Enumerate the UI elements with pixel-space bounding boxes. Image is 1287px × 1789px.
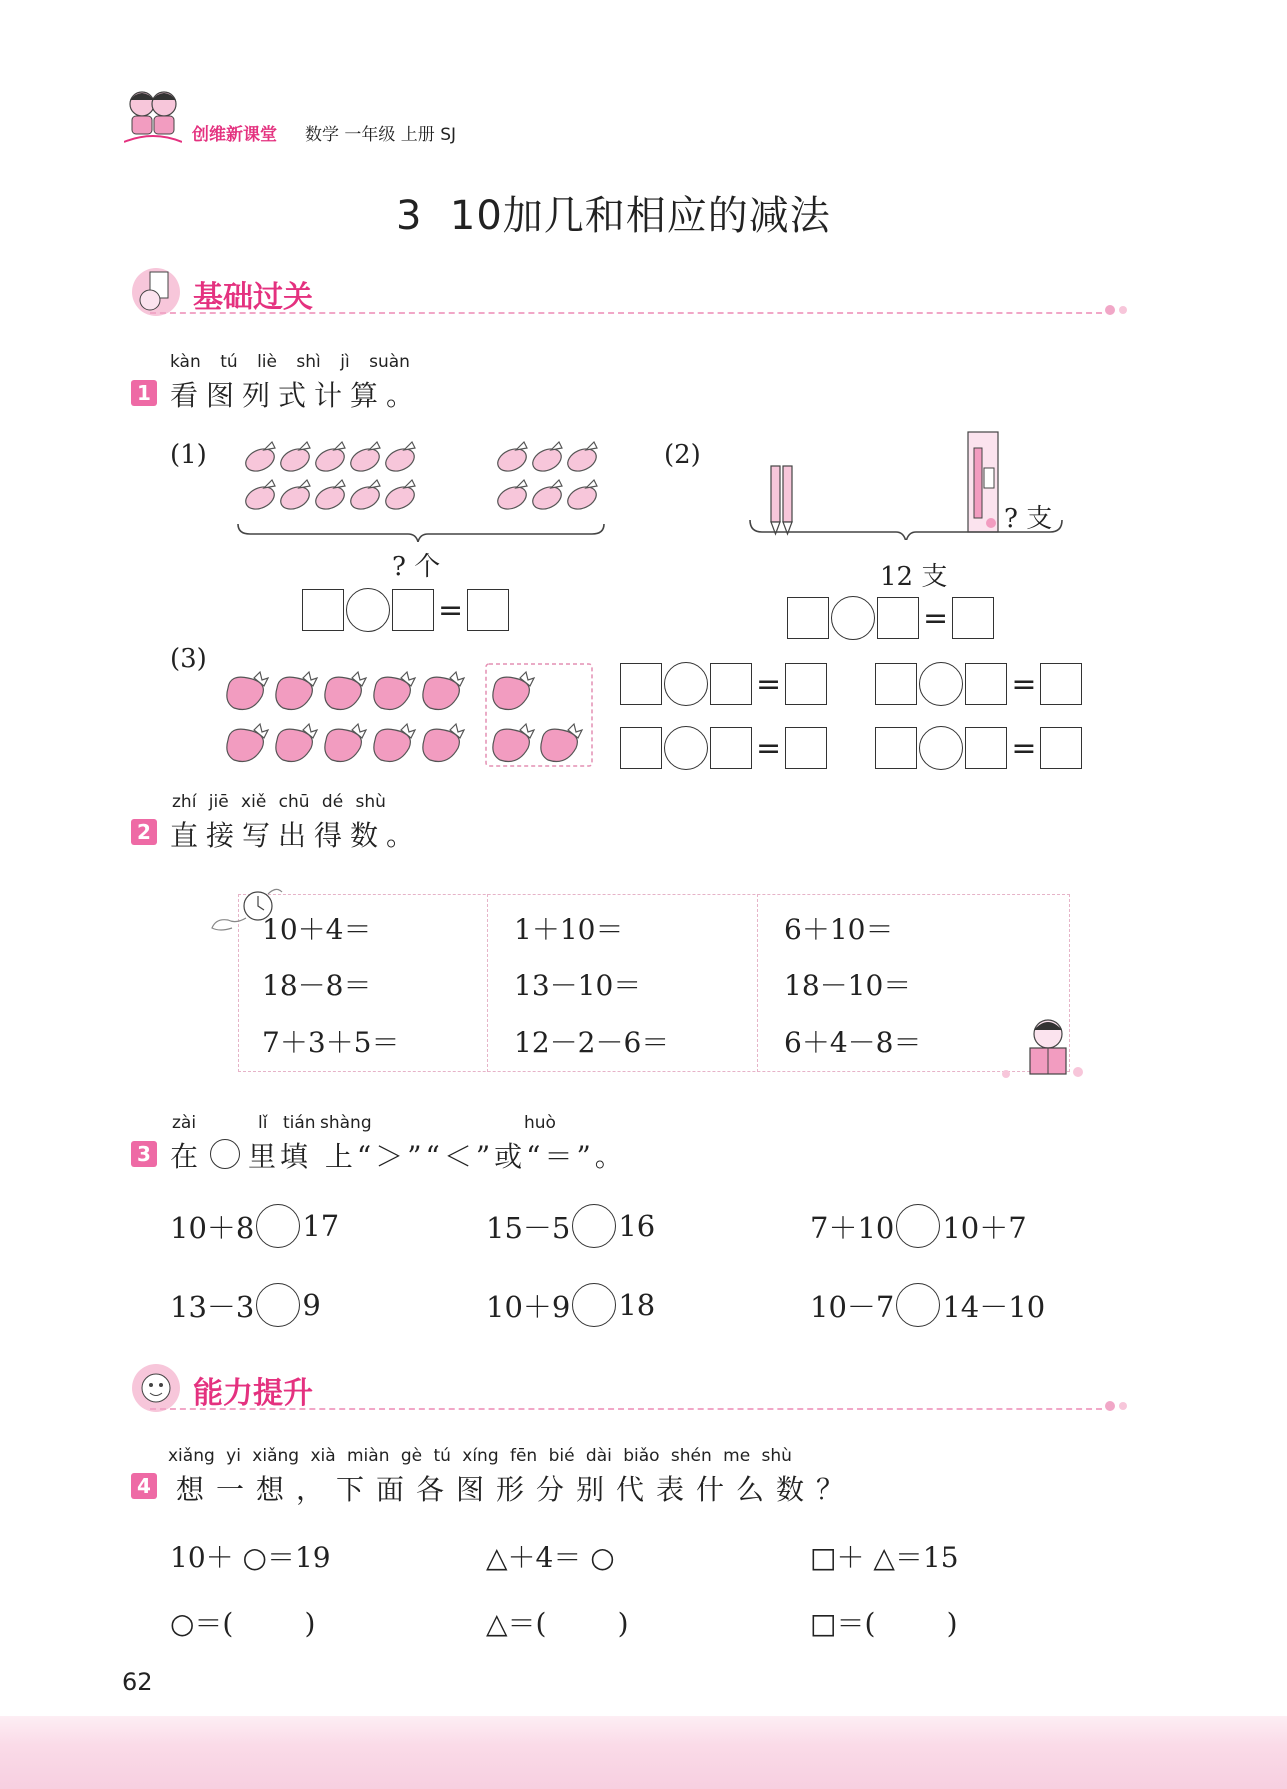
q1-part1-caption: ? 个 bbox=[392, 552, 441, 582]
equals-sign: = bbox=[1011, 730, 1037, 766]
answer-box[interactable] bbox=[467, 589, 509, 631]
compare-circle[interactable] bbox=[896, 1204, 940, 1248]
answer-box[interactable] bbox=[1040, 663, 1082, 705]
strawberry-icon bbox=[227, 672, 268, 710]
section-divider bbox=[150, 312, 1102, 314]
strawberry-icon bbox=[325, 672, 366, 710]
q4-instruction: 想一想，下面各图形分别代表什么数？ bbox=[176, 1473, 857, 1506]
q2-problem: 12－2－6＝ bbox=[514, 1026, 670, 1059]
subject-info: 数学 一年级 上册 SJ bbox=[305, 125, 457, 145]
eggplant-icon bbox=[382, 480, 418, 513]
eggplant-icon bbox=[277, 480, 313, 513]
q2-instruction: 直接写出得数。 bbox=[170, 819, 423, 852]
strawberry-icon bbox=[276, 724, 317, 762]
pencil-box-icon bbox=[968, 432, 998, 532]
pencil-icon bbox=[771, 466, 780, 534]
operator-circle[interactable] bbox=[664, 726, 708, 770]
page-title: 3 10加几和相应的减法 bbox=[396, 193, 831, 239]
eggplant-icon bbox=[312, 480, 348, 513]
header-logo bbox=[124, 86, 182, 146]
eggplant-icon bbox=[529, 442, 565, 475]
footer-band bbox=[0, 1716, 1287, 1789]
strawberry-icon bbox=[374, 724, 415, 762]
eggplant-icon bbox=[347, 480, 383, 513]
eggplant-icon bbox=[564, 442, 600, 475]
q2-number-badge: 2 bbox=[131, 819, 157, 845]
eggplant-icon bbox=[564, 480, 600, 513]
brand-name: 创维新课堂 bbox=[192, 125, 277, 145]
q3-compare: 10＋8 17 bbox=[170, 1204, 339, 1248]
section-title-advanced: 能力提升 bbox=[193, 1376, 313, 1411]
q1-part2-equation bbox=[787, 596, 994, 640]
q3-compare: 13－3 9 bbox=[170, 1283, 321, 1327]
eggplant-icon bbox=[242, 480, 278, 513]
q2-problem: 18－8＝ bbox=[262, 969, 372, 1002]
q4-answer[interactable]: △＝( ) bbox=[486, 1607, 629, 1640]
q3-instruction-start: 在 bbox=[170, 1140, 207, 1173]
pencil-icon bbox=[783, 466, 792, 534]
answer-box[interactable] bbox=[785, 663, 827, 705]
q4-answer[interactable]: ○＝( ) bbox=[170, 1607, 316, 1640]
q2-problem: 7＋3＋5＝ bbox=[262, 1026, 400, 1059]
q2-problem: 10＋4＝ bbox=[262, 913, 372, 946]
q4-equation: 10＋ ○＝19 bbox=[170, 1541, 331, 1574]
eggplant-icon bbox=[242, 442, 278, 475]
q3-instruction-end: 里填 上“＞”“＜”或“＝”。 bbox=[248, 1140, 627, 1173]
strawberry-icon bbox=[423, 724, 464, 762]
reading-girl-icon bbox=[992, 1014, 1092, 1086]
equals-sign: = bbox=[756, 666, 782, 702]
q3-pinyin: lǐ bbox=[258, 1113, 268, 1133]
answer-box[interactable] bbox=[965, 663, 1007, 705]
section-icon-basic bbox=[130, 266, 182, 318]
compare-circle[interactable] bbox=[572, 1204, 616, 1248]
section-icon-advanced bbox=[130, 1362, 182, 1414]
strawberry-icon bbox=[227, 724, 268, 762]
section-dots bbox=[1104, 1398, 1130, 1417]
q3-pinyin: huò bbox=[524, 1113, 556, 1133]
equals-sign: = bbox=[1011, 666, 1037, 702]
q3-compare: 10＋9 18 bbox=[486, 1283, 655, 1327]
strawberry-icon bbox=[325, 724, 366, 762]
operator-circle[interactable] bbox=[664, 662, 708, 706]
operator-circle[interactable] bbox=[346, 588, 390, 632]
strawberry-icon bbox=[493, 724, 534, 762]
strawberry-icon bbox=[493, 672, 534, 710]
q3-pinyin: tián bbox=[283, 1113, 316, 1133]
eggplant-icon bbox=[494, 480, 530, 513]
q1-part3-equations bbox=[620, 662, 1082, 770]
operator-circle[interactable] bbox=[919, 726, 963, 770]
equals-sign: = bbox=[923, 600, 949, 636]
q1-pinyin: kàn tú liè shì jì suàn bbox=[170, 352, 410, 372]
answer-box[interactable] bbox=[785, 727, 827, 769]
q3-compare: 15－5 16 bbox=[486, 1204, 655, 1248]
q4-pinyin: xiǎng yi xiǎng xià miàn gè tú xíng fēn bié dài biǎo shén me shù bbox=[168, 1446, 792, 1466]
answer-box[interactable] bbox=[710, 663, 752, 705]
answer-box[interactable] bbox=[620, 663, 662, 705]
compare-circle[interactable] bbox=[896, 1283, 940, 1327]
q1-part3-figure bbox=[220, 660, 600, 772]
q2-problem: 6＋10＝ bbox=[784, 913, 894, 946]
section-dots bbox=[1104, 302, 1130, 321]
answer-box[interactable] bbox=[877, 597, 919, 639]
q1-number-badge: 1 bbox=[131, 380, 157, 406]
q2-problem: 6＋4－8＝ bbox=[784, 1026, 922, 1059]
eggplant-icon bbox=[382, 442, 418, 475]
q1-part1-equation bbox=[302, 588, 509, 632]
eggplant-icon bbox=[347, 442, 383, 475]
q1-part2-caption: 12 支 bbox=[880, 562, 948, 592]
eggplant-icon bbox=[494, 442, 530, 475]
answer-box[interactable] bbox=[392, 589, 434, 631]
q4-equation: □＋ △＝15 bbox=[810, 1541, 959, 1574]
operator-circle[interactable] bbox=[919, 662, 963, 706]
answer-box[interactable] bbox=[965, 727, 1007, 769]
q2-column-divider bbox=[487, 894, 488, 1072]
eggplant-icon bbox=[312, 442, 348, 475]
q4-equation: △＋4＝ ○ bbox=[486, 1541, 615, 1574]
q3-pinyin: shàng bbox=[320, 1113, 372, 1133]
operator-circle[interactable] bbox=[831, 596, 875, 640]
q1-part1-label: (1) bbox=[170, 440, 207, 470]
strawberry-icon bbox=[541, 724, 582, 762]
q1-part2-label: (2) bbox=[664, 440, 701, 470]
q3-pinyin: zài bbox=[172, 1113, 197, 1133]
answer-box[interactable] bbox=[952, 597, 994, 639]
q1-instruction: 看图列式计算。 bbox=[170, 379, 423, 412]
brace bbox=[238, 524, 604, 542]
strawberry-icon bbox=[423, 672, 464, 710]
equals-sign: = bbox=[438, 592, 464, 628]
q3-number-badge: 3 bbox=[131, 1141, 157, 1167]
q2-problem: 1＋10＝ bbox=[514, 913, 624, 946]
answer-box[interactable] bbox=[710, 727, 752, 769]
compare-circle[interactable] bbox=[256, 1283, 300, 1327]
strawberry-icon bbox=[374, 672, 415, 710]
compare-circle[interactable] bbox=[572, 1283, 616, 1327]
q1-part3-label: (3) bbox=[170, 644, 207, 674]
eggplant-icon bbox=[529, 480, 565, 513]
equals-sign: = bbox=[756, 730, 782, 766]
q3-instruction-circle bbox=[210, 1139, 240, 1169]
section-title-basic: 基础过关 bbox=[193, 280, 313, 315]
answer-box[interactable] bbox=[787, 597, 829, 639]
answer-box[interactable] bbox=[620, 727, 662, 769]
q4-number-badge: 4 bbox=[131, 1473, 157, 1499]
q3-compare: 7＋10 10＋7 bbox=[810, 1204, 1027, 1248]
q2-column-divider bbox=[757, 894, 758, 1072]
q3-compare: 10－7 14－10 bbox=[810, 1283, 1045, 1327]
q4-answer[interactable]: □＝( ) bbox=[810, 1607, 958, 1640]
answer-box[interactable] bbox=[875, 727, 917, 769]
q2-pinyin: zhí jiē xiě chū dé shù bbox=[172, 792, 386, 812]
q1-part1-figure bbox=[236, 436, 608, 542]
eggplant-icon bbox=[277, 442, 313, 475]
q2-problem: 13－10＝ bbox=[514, 969, 642, 1002]
compare-circle[interactable] bbox=[256, 1204, 300, 1248]
answer-box[interactable] bbox=[1040, 727, 1082, 769]
section-divider bbox=[150, 1408, 1102, 1410]
page-number: 62 bbox=[122, 1668, 153, 1696]
strawberry-icon bbox=[276, 672, 317, 710]
q2-problem: 18－10＝ bbox=[784, 969, 912, 1002]
answer-box[interactable] bbox=[302, 589, 344, 631]
answer-box[interactable] bbox=[875, 663, 917, 705]
q1-part2-question: ? 支 bbox=[1004, 504, 1053, 534]
